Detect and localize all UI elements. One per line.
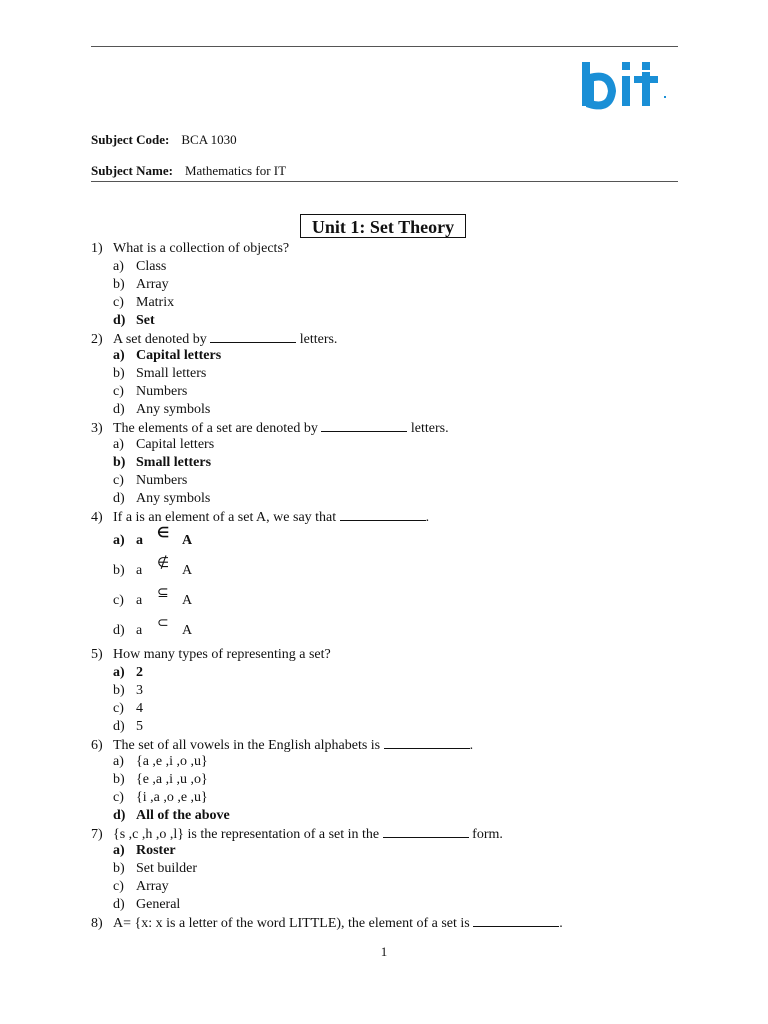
question-text: A= {x: x is a letter of the word LITTLE), the element of a set is (113, 916, 470, 931)
question-2 (91, 330, 337, 348)
option-letter: a) (113, 437, 124, 452)
subject-code-value: BCA 1030 (181, 132, 237, 147)
question-4 (91, 508, 429, 526)
set-symbol: ⊆ (157, 586, 169, 601)
option-5-a (113, 665, 143, 681)
option-text: Capital letters (136, 348, 222, 363)
option-4-d (113, 623, 142, 639)
option-letter: b) (113, 563, 125, 578)
option-letter: d) (113, 313, 126, 328)
option-letter: d) (113, 719, 125, 734)
answer-blank (340, 508, 426, 521)
option-letter: a) (113, 843, 125, 858)
question-text-end: . (425, 510, 430, 525)
option-letter: b) (113, 683, 125, 698)
question-text-end: letters. (410, 421, 449, 436)
option-letter: b) (113, 455, 126, 470)
option-letter: c) (113, 384, 124, 399)
option-7-a (113, 843, 176, 859)
question-number: 5) (91, 647, 103, 662)
option-3-a (113, 437, 214, 453)
option-3-b (113, 455, 211, 471)
answer-blank (321, 419, 407, 432)
option-letter: d) (113, 491, 125, 506)
set-name: A (182, 623, 193, 638)
option-7-d (113, 897, 180, 913)
option-text: Capital letters (136, 437, 215, 452)
question-number: 7) (91, 827, 103, 842)
option-text: General (136, 897, 181, 912)
set-name: A (182, 593, 193, 608)
option-letter: d) (113, 402, 125, 417)
bit-logo (580, 58, 670, 110)
question-5 (91, 647, 331, 663)
question-1 (91, 241, 289, 257)
option-7-c (113, 879, 169, 895)
option-5-c (113, 701, 143, 717)
option-5-d (113, 719, 143, 735)
option-letter: d) (113, 623, 125, 638)
option-4-a (113, 533, 143, 549)
option-text: Any symbols (136, 402, 211, 417)
question-3 (91, 419, 449, 437)
option-2-b (113, 366, 206, 382)
page-number: 1 (380, 944, 388, 959)
question-text: The set of all vowels in the English alphabets is (113, 738, 381, 753)
question-text: What is a collection of objects? (113, 241, 290, 256)
option-text: a (136, 623, 143, 638)
subject-name-value: Mathematics for IT (184, 163, 287, 178)
option-7-b (113, 861, 197, 877)
option-text: {i ,a ,o ,e ,u} (136, 790, 208, 805)
unit-title: Unit 1: Set Theory (300, 214, 466, 238)
question-text: If a is an element of a set A, we say that (113, 510, 337, 525)
question-text-end: form. (472, 827, 503, 842)
option-text: {a ,e ,i ,o ,u} (136, 754, 208, 769)
question-text-end: . (559, 916, 563, 931)
option-2-d (113, 402, 210, 418)
subject-code-line (91, 132, 237, 148)
question-number: 4) (91, 510, 103, 525)
answer-blank (383, 825, 469, 838)
option-text: a (136, 593, 143, 608)
option-4-b (113, 563, 142, 579)
option-letter: c) (113, 473, 124, 488)
question-text: How many types of representing a set? (113, 647, 331, 662)
option-text: Array (136, 879, 169, 894)
answer-blank (384, 736, 470, 749)
question-number: 8) (91, 916, 103, 931)
option-1-a (113, 259, 166, 275)
option-letter: c) (113, 295, 124, 310)
option-2-a (113, 348, 221, 364)
option-text: All of the above (136, 808, 230, 823)
option-letter: a) (113, 533, 125, 548)
option-text: Any symbols (136, 491, 211, 506)
option-text: Set (136, 313, 155, 328)
question-8 (91, 914, 563, 932)
option-text: Matrix (136, 295, 175, 310)
question-number: 2) (91, 332, 103, 347)
option-5-b (113, 683, 143, 699)
option-letter: d) (113, 808, 126, 823)
option-text: Roster (136, 843, 176, 858)
question-number: 1) (91, 241, 103, 256)
option-1-d (113, 313, 155, 329)
option-letter: d) (113, 897, 125, 912)
option-6-d (113, 808, 230, 824)
option-letter: c) (113, 593, 124, 608)
option-3-c (113, 473, 187, 489)
question-number: 6) (91, 738, 103, 753)
option-6-b (113, 772, 208, 788)
question-7 (91, 825, 503, 843)
option-6-c (113, 790, 208, 806)
option-text: Numbers (136, 473, 188, 488)
option-letter: a) (113, 754, 124, 769)
option-text: 5 (136, 719, 143, 734)
answer-blank (473, 914, 559, 927)
option-letter: c) (113, 701, 124, 716)
set-symbol: ∈ (157, 526, 170, 541)
set-symbol: ⊂ (157, 616, 169, 631)
option-text: Array (136, 277, 169, 292)
question-text-end: letters. (299, 332, 338, 347)
option-text: {e ,a ,i ,u ,o} (136, 772, 208, 787)
option-1-c (113, 295, 174, 311)
option-text: a (136, 533, 143, 548)
set-symbol: ∉ (157, 556, 170, 571)
option-text: Small letters (136, 455, 212, 470)
subject-name-line (91, 163, 286, 179)
option-text: 4 (136, 701, 143, 716)
option-text: Numbers (136, 384, 188, 399)
header-rule (91, 181, 678, 182)
option-text: Set builder (136, 861, 198, 876)
question-text: {s ,c ,h ,o ,l} is the representation of a set in the (113, 827, 380, 842)
option-letter: c) (113, 790, 124, 805)
option-letter: a) (113, 348, 125, 363)
option-3-d (113, 491, 210, 507)
question-text-end: . (469, 738, 474, 753)
option-letter: b) (113, 366, 125, 381)
option-text: Small letters (136, 366, 207, 381)
option-letter: b) (113, 861, 125, 876)
subject-code-label: Subject Code: (91, 132, 170, 147)
option-letter: a) (113, 259, 124, 274)
question-text: A set denoted by (113, 332, 207, 347)
option-4-c (113, 593, 142, 609)
question-6 (91, 736, 473, 754)
option-letter: b) (113, 772, 125, 787)
top-rule (91, 46, 678, 47)
option-letter: c) (113, 879, 124, 894)
option-letter: b) (113, 277, 125, 292)
option-1-b (113, 277, 169, 293)
subject-name-label: Subject Name: (91, 163, 173, 178)
option-letter: a) (113, 665, 125, 680)
option-6-a (113, 754, 208, 770)
question-number: 3) (91, 421, 103, 436)
option-text: 3 (136, 683, 143, 698)
set-name: A (182, 563, 193, 578)
set-name: A (182, 533, 193, 548)
answer-blank (210, 330, 296, 343)
option-text: 2 (136, 665, 143, 680)
question-text: The elements of a set are denoted by (113, 421, 318, 436)
option-text: a (136, 563, 143, 578)
option-2-c (113, 384, 187, 400)
option-text: Class (136, 259, 167, 274)
